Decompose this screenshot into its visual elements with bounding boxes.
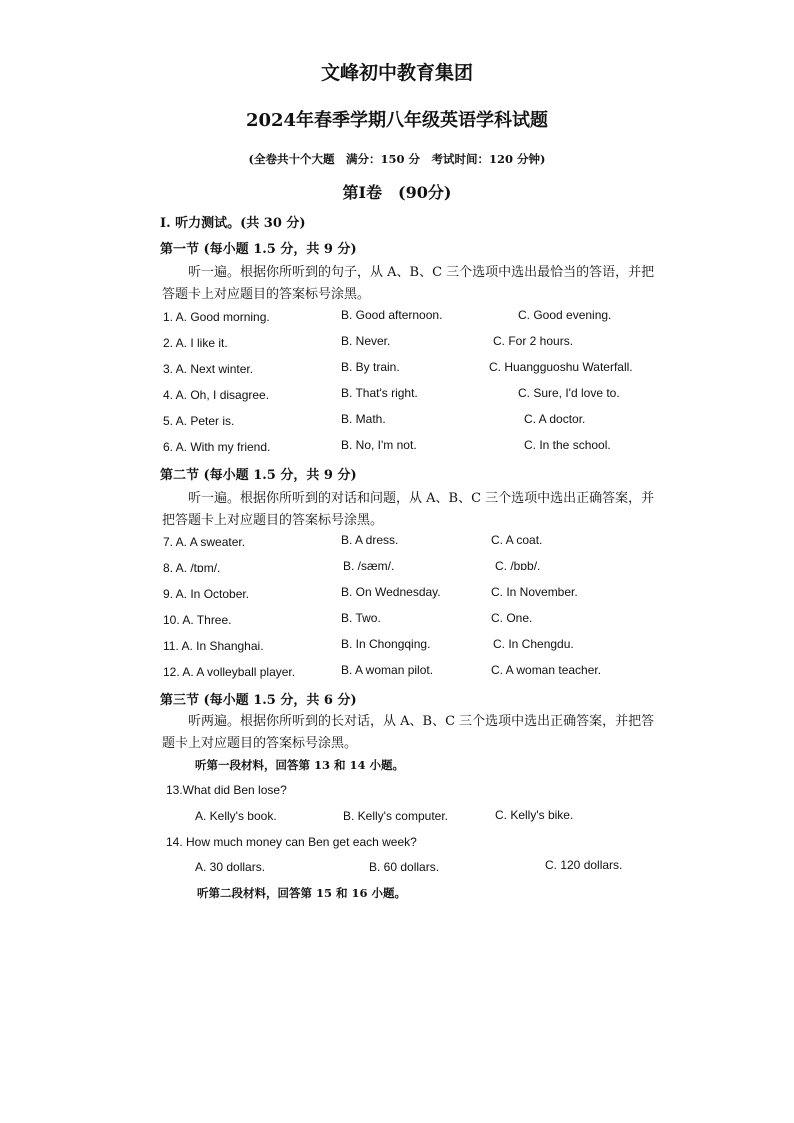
option-b: B. 60 dollars.: [369, 860, 440, 874]
section-title: 第一节 (每小题 1.5 分，共 9 分): [160, 242, 357, 257]
option-b: B. Math.: [341, 412, 386, 426]
option-a: 3. A. Next winter.: [163, 362, 254, 376]
option-c: C. One.: [491, 611, 533, 625]
option-c: C. A coat.: [491, 533, 543, 547]
option-b: B. A woman pilot.: [341, 663, 434, 677]
option-b: B. In Chongqing.: [341, 637, 431, 651]
option-c: C. /bɒb/.: [495, 559, 541, 573]
option-b: B. /sæm/.: [343, 559, 395, 573]
option-c: C. Huangguoshu Waterfall.: [489, 360, 633, 374]
option-b: B. Kelly's computer.: [343, 809, 448, 823]
option-a: 9. A. In October.: [163, 587, 250, 601]
section-title: 第二节 (每小题 1.5 分，共 9 分): [160, 468, 357, 483]
option-c: C. A doctor.: [524, 412, 586, 426]
exam-title: 2024年春季学期八年级英语学科试题: [245, 110, 549, 131]
option-b: B. A dress.: [341, 533, 399, 547]
exam-info: (全卷共十个大题 满分：150 分 考试时间：120 分钟): [248, 152, 546, 166]
option-b: B. By train.: [341, 360, 400, 374]
question-stem: 14. How much money can Ben get each week?: [166, 835, 417, 849]
option-b: B. That's right.: [341, 386, 418, 400]
option-b: B. No, I'm not.: [341, 438, 417, 452]
option-c: C. In Chengdu.: [493, 637, 574, 651]
option-b: B. Good afternoon.: [341, 308, 443, 322]
option-c: C. Good evening.: [518, 308, 612, 322]
option-a: 1. A. Good morning.: [163, 310, 270, 324]
school-name: 文峰初中教育集团: [320, 62, 473, 84]
option-a: A. Kelly's book.: [195, 809, 277, 823]
option-c: C. In the school.: [524, 438, 611, 452]
option-a: 10. A. Three.: [163, 613, 232, 627]
listening-material-note: 听第二段材料，回答第 15 和 16 小题。: [197, 886, 407, 900]
option-a: 6. A. With my friend.: [163, 440, 271, 454]
option-b: B. Never.: [341, 334, 391, 348]
option-a: 5. A. Peter is.: [163, 414, 235, 428]
option-a: A. 30 dollars.: [195, 860, 266, 874]
section-instruction: 听两遍。根据你所听到的长对话，从 A、B、C 三个选项中选出正确答案，并把答题卡上对应题目的答案标号涂黑。: [162, 714, 655, 751]
section-instruction: 听一遍。根据你所听到的句子，从 A、B、C 三个选项中选出最恰当的答语，并把答题卡上对应题目的答案标号涂黑。: [162, 265, 655, 302]
option-c: C. 120 dollars.: [545, 858, 623, 872]
option-c: C. Kelly's bike.: [495, 808, 574, 822]
section-title: 第三节 (每小题 1.5 分，共 6 分): [160, 693, 357, 708]
option-b: B. Two.: [341, 611, 381, 625]
listening-material-note: 听第一段材料，回答第 13 和 14 小题。: [195, 758, 405, 772]
section-instruction: 听一遍。根据你所听到的对话和问题，从 A、B、C 三个选项中选出正确答案，并把答题卡上对应题目的答案标号涂黑。: [162, 491, 655, 528]
part-title: I. 听力测试。(共 30 分): [160, 216, 306, 231]
option-b: B. On Wednesday.: [341, 585, 441, 599]
paper-heading: 第Ⅰ卷 (90分): [342, 183, 452, 202]
option-c: C. Sure, I'd love to.: [518, 386, 620, 400]
option-a: 4. A. Oh, I disagree.: [163, 388, 270, 402]
option-c: C. A woman teacher.: [491, 663, 602, 677]
option-c: C. For 2 hours.: [493, 334, 574, 348]
option-a: 8. A. /tɒm/.: [163, 561, 221, 575]
option-a: 2. A. I like it.: [163, 336, 228, 350]
question-stem: 13.What did Ben lose?: [166, 783, 287, 797]
option-a: 11. A. In Shanghai.: [163, 639, 264, 653]
option-a: 7. A. A sweater.: [163, 535, 246, 549]
option-c: C. In November.: [491, 585, 578, 599]
option-a: 12. A. A volleyball player.: [163, 665, 296, 679]
